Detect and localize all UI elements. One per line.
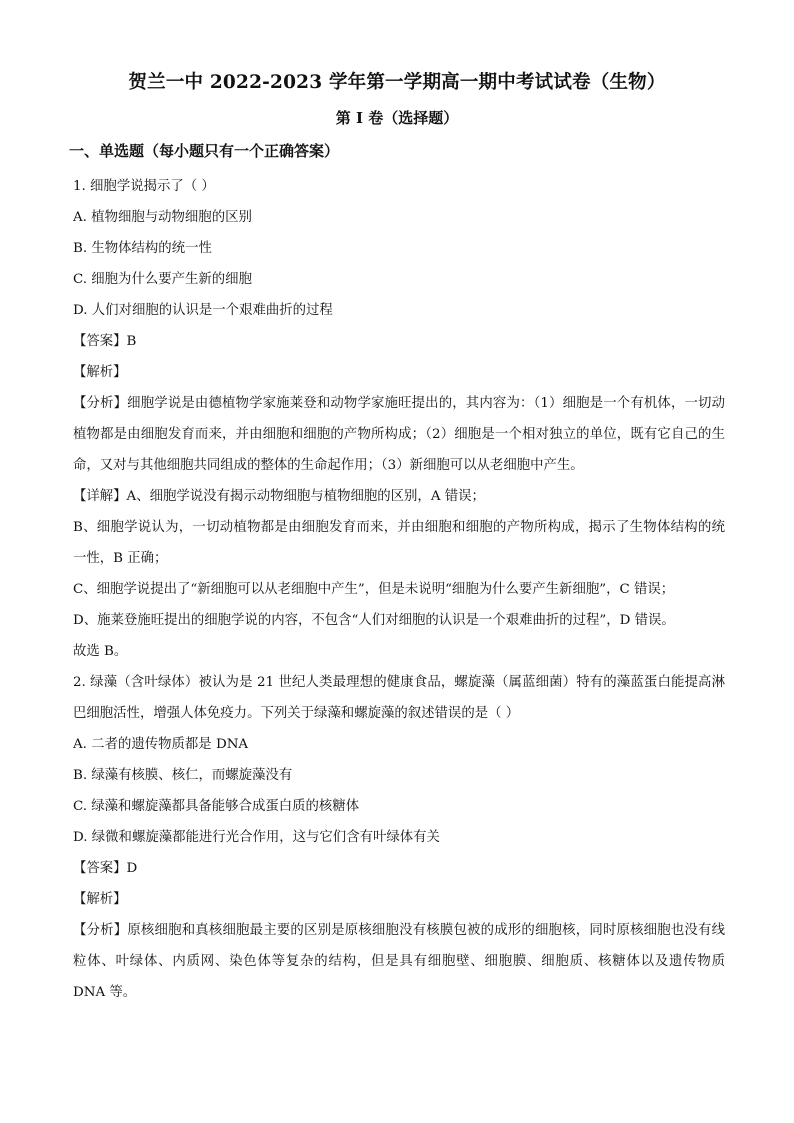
q1-conclusion: 故选 B。 [73, 644, 128, 659]
q1-option-a: A. 植物细胞与动物细胞的区别 [73, 210, 252, 225]
q2-option-d: D. 绿微和螺旋藻都能进行光合作用，这与它们含有叶绿体有关 [73, 830, 440, 845]
q1-xiangjie: 【详解】A、细胞学说没有揭示动物细胞与植物细胞的区别，A 错误； [73, 489, 485, 504]
q1-detail-b: B、细胞学说认为，一切动植物都是由细胞发育而来，并由细胞和细胞的产物所构成，揭示了生物体结构的统一性，B 正确； [73, 520, 725, 566]
q1-answer: 【答案】B [73, 334, 137, 349]
q1-detail-d: D、施莱登施旺提出的细胞学说的内容，不包含“人们对细胞的认识是一个艰难曲折的过程”，D 错误。 [73, 613, 675, 628]
q2-stem: 2. 绿藻（含叶绿体）被认为是 21 世纪人类最理想的健康食品，螺旋藻（属蓝细菌）特有的藻蓝蛋白能提高淋巴细胞活性，增强人体免疫力。下列关于绿藻和螺旋藻的叙述错误的是（ ） [73, 675, 725, 721]
section-heading: 一、单选题（每小题只有一个正确答案） [69, 142, 340, 160]
q2-option-c: C. 绿藻和螺旋藻都具备能够合成蛋白质的核糖体 [73, 799, 360, 814]
q2-option-a: A. 二者的遗传物质都是 DNA [73, 737, 249, 752]
q1-fenxi: 【分析】细胞学说是由德植物学家施莱登和动物学家施旺提出的，其内容为：（1）细胞是一个有机体，一切动植物都是由细胞发育而来，并由细胞和细胞的产物所构成；（2）细胞是一个相对独立的单位，既有它自己的生命，又对与其他细胞共同组成的整体的生命起作用；（3）新细胞可以从老细胞中产生。 [73, 396, 725, 473]
q2-analysis-label: 【解析】 [73, 892, 127, 907]
page-title: 贺兰一中 2022-2023 学年第一学期高一期中考试试卷（生物） [128, 72, 666, 93]
q2-answer: 【答案】D [73, 861, 138, 876]
q1-option-b: B. 生物体结构的统一性 [73, 241, 212, 256]
q1-option-d: D. 人们对细胞的认识是一个艰难曲折的过程 [73, 303, 333, 318]
q1-detail-c: C、细胞学说提出了“新细胞可以从老细胞中产生”，但是未说明“细胞为什么要产生新细胞”，C 错误； [73, 582, 675, 597]
q1-option-c: C. 细胞为什么要产生新的细胞 [73, 272, 252, 287]
q1-stem: 1. 细胞学说揭示了（ ） [73, 179, 215, 194]
q1-analysis-label: 【解析】 [73, 365, 127, 380]
volume-subtitle: 第 I 卷（选择题） [335, 109, 459, 127]
q2-option-b: B. 绿藻有核膜、核仁，而螺旋藻没有 [73, 768, 293, 783]
question-content [73, 171, 725, 1008]
q2-fenxi: 【分析】原核细胞和真核细胞最主要的区别是原核细胞没有核膜包被的成形的细胞核，同时原核细胞也没有线粒体、叶绿体、内质网、染色体等复杂的结构，但是具有细胞壁、细胞膜、细胞质、核糖体以及遗传物质 DNA 等。 [73, 923, 725, 1000]
